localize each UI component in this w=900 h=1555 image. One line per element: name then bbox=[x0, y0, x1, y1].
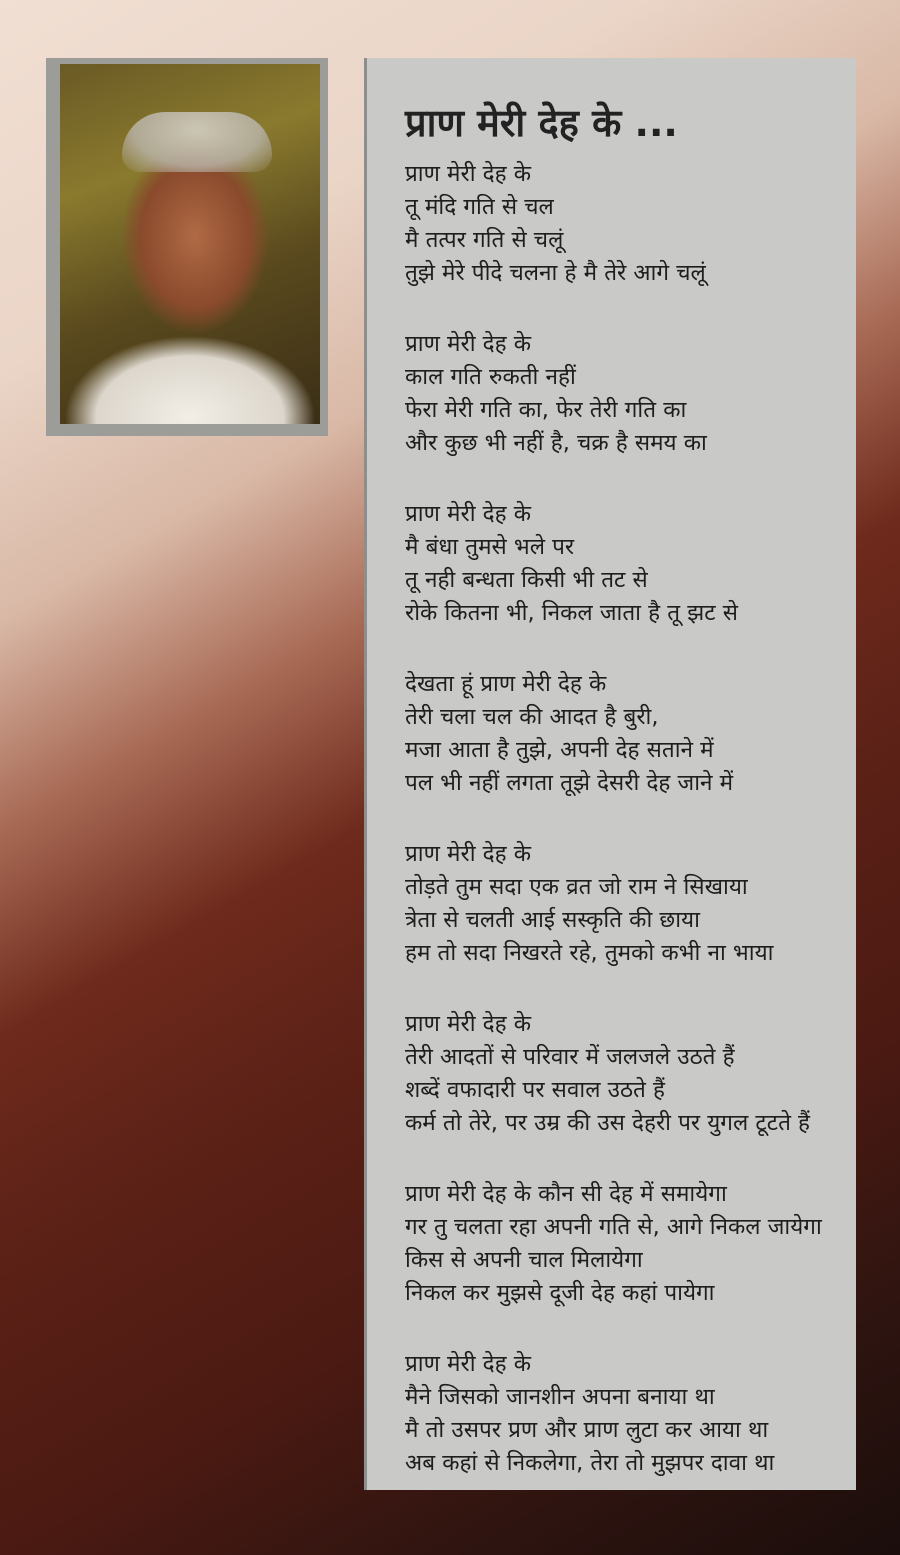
poem-line: मै तो उसपर प्रण और प्राण लुटा कर आया था bbox=[405, 1417, 769, 1443]
poem-line: निकल कर मुझसे दूजी देह कहां पायेगा bbox=[405, 1280, 715, 1306]
stanza-3 bbox=[405, 498, 856, 630]
poem-line: पल भी नहीं लगता तूझे देसरी देह जाने में bbox=[405, 770, 734, 796]
poem-line: गर तु चलता रहा अपनी गति से, आगे निकल जायेगा bbox=[405, 1214, 822, 1240]
poem-line: रोके कितना भी, निकल जाता है तू झट से bbox=[405, 600, 738, 626]
poem-line: मैने जिसको जानशीन अपना बनाया था bbox=[405, 1384, 715, 1410]
poem-line: अब कहां से निकलेगा, तेरा तो मुझपर दावा था bbox=[405, 1450, 775, 1476]
stanza-1 bbox=[405, 158, 856, 290]
poem-line: प्राण मेरी देह के bbox=[405, 161, 532, 187]
author-photo-frame bbox=[46, 58, 328, 436]
newspaper-clipping bbox=[364, 58, 856, 1490]
poem-line: मजा आता है तुझे, अपनी देह सताने में bbox=[405, 737, 714, 763]
poem-line: कर्म तो तेरे, पर उम्र की उस देहरी पर युगल टूटते हैं bbox=[405, 1110, 810, 1136]
stanza-4 bbox=[405, 668, 856, 800]
poem-line: प्राण मेरी देह के कौन सी देह में समायेगा bbox=[405, 1181, 727, 1207]
poem-line: प्राण मेरी देह के bbox=[405, 501, 532, 527]
poem-line: तेरी आदतों से परिवार में जलजले उठते हैं bbox=[405, 1044, 735, 1070]
stanza-5 bbox=[405, 838, 856, 970]
poem-line: हम तो सदा निखरते रहे, तुमको कभी ना भाया bbox=[405, 940, 774, 966]
poem-line: तू मंदि गति से चल bbox=[405, 194, 554, 220]
poem-line: तेरी चला चल की आदत है बुरी, bbox=[405, 704, 659, 730]
stanza-8 bbox=[405, 1348, 856, 1480]
stanza-2 bbox=[405, 328, 856, 460]
poem-line: शब्दें वफादारी पर सवाल उठते हैं bbox=[405, 1077, 665, 1103]
poem-line: प्राण मेरी देह के bbox=[405, 1011, 532, 1037]
photo-hair-shape bbox=[122, 112, 272, 172]
poem-line: मै बंधा तुमसे भले पर bbox=[405, 534, 575, 560]
poem-line: फेरा मेरी गति का, फेर तेरी गति का bbox=[405, 397, 687, 423]
poem-title: प्राण मेरी देह के ... bbox=[405, 101, 678, 145]
poem-line: प्राण मेरी देह के bbox=[405, 1351, 532, 1377]
poem-line: काल गति रुकती नहीं bbox=[405, 364, 576, 390]
poem-line: देखता हूं प्राण मेरी देह के bbox=[405, 671, 607, 697]
stanza-6 bbox=[405, 1008, 856, 1140]
poem-line: त्रेता से चलती आई सस्कृति की छाया bbox=[405, 907, 700, 933]
poem-line: प्राण मेरी देह के bbox=[405, 841, 532, 867]
poem-line: तू नही बन्धता किसी भी तट से bbox=[405, 567, 648, 593]
poem-line: मै तत्पर गति से चलूं bbox=[405, 227, 564, 253]
poem-line: प्राण मेरी देह के bbox=[405, 331, 532, 357]
poem-line: और कुछ भी नहीं है, चक्र है समय का bbox=[405, 430, 707, 456]
author-photo bbox=[60, 64, 320, 424]
poem-line: किस से अपनी चाल मिलायेगा bbox=[405, 1247, 643, 1273]
poem-line: तोड़ते तुम सदा एक व्रत जो राम ने सिखाया bbox=[405, 874, 748, 900]
poem-line: तुझे मेरे पीदे चलना हे मै तेरे आगे चलूं bbox=[405, 260, 706, 286]
stanza-7 bbox=[405, 1178, 856, 1310]
